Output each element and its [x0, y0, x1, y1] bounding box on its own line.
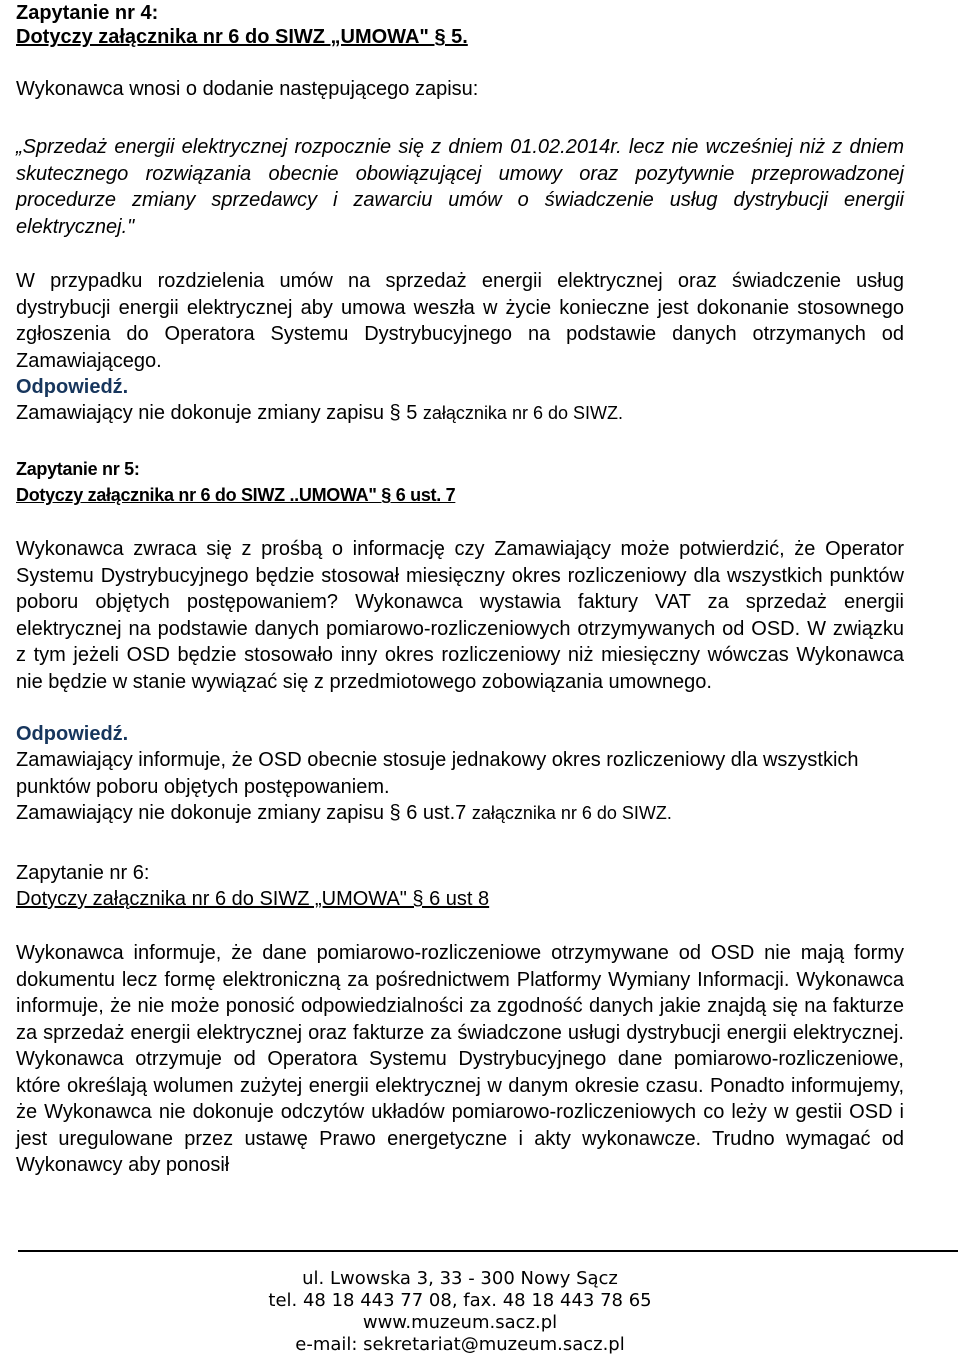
q6-title: Zapytanie nr 6:	[16, 862, 150, 884]
footer-address: ul. Lwowska 3, 33 - 300 Nowy Sącz	[302, 1268, 618, 1289]
q5-answer-section: § 6 ust.7	[389, 802, 467, 824]
q5-subtitle: Dotyczy załącznika nr 6 do SIWZ ..UMOWA" § 6 ust. 7	[16, 485, 456, 505]
q4-title: Zapytanie nr 4:	[16, 2, 159, 24]
q4-answer-pre: Zamawiający nie dokonuje zmiany zapisu	[16, 402, 384, 424]
q4-answer-section: § 5	[389, 402, 418, 424]
footer-divider	[18, 1250, 958, 1252]
q6-subtitle: Dotyczy załącznika nr 6 do SIWZ „UMOWA" § 6 ust 8	[16, 888, 490, 910]
q4-intro: Wykonawca wnosi o dodanie następującego zapisu:	[16, 78, 479, 100]
q5-title: Zapytanie nr 5:	[16, 459, 140, 479]
q4-answer-post: załącznika nr 6 do SIWZ.	[422, 403, 623, 423]
q4-subtitle: Dotyczy załącznika nr 6 do SIWZ „UMOWA" § 5.	[16, 26, 468, 48]
q5-answer-post: załącznika nr 6 do SIWZ.	[471, 803, 672, 823]
footer	[0, 1268, 920, 1356]
q5-answer-label: Odpowiedź.	[16, 723, 129, 745]
footer-phone: tel. 48 18 443 77 08, fax. 48 18 443 78 65	[268, 1290, 652, 1311]
q5-body: Wykonawca zwraca się z prośbą o informację czy Zamawiający może potwierdzić, że Operator Systemu Dystrybucyjnego będzie stosował miesięczny okres rozliczeniowy dla wszystkich punktów poboru objętych postępowaniem? Wykonawca wystawia faktury VAT za sprzedaż energii elektrycznej na podstawie danych pomiarowo-rozliczeniowych otrzymywanych od OSD. W związku z tym jeżeli OSD będzie stosowało inny okres rozliczeniowy niż miesięczny wówczas Wykonawca nie będzie w stanie wywiązać się z przedmiotowego zobowiązania umownego.	[16, 538, 904, 693]
footer-website[interactable]: www.muzeum.sacz.pl	[362, 1312, 558, 1333]
footer-email[interactable]: e-mail: sekretariat@muzeum.sacz.pl	[295, 1334, 625, 1355]
q4-answer	[16, 400, 623, 427]
q4-answer-label: Odpowiedź.	[16, 376, 129, 398]
q5-answer-1: Zamawiający informuje, że OSD obecnie stosuje jednakowy okres rozliczeniowy dla wszystkich punktów poboru objętych postępowaniem.	[16, 749, 859, 798]
q5-answer-pre: Zamawiający nie dokonuje zmiany zapisu	[16, 802, 384, 824]
q4-body: W przypadku rozdzielenia umów na sprzedaż energii elektrycznej oraz świadczenie usług dystrybucji energii elektrycznej aby umowa weszła w życie konieczne jest dokonanie stosownego zgłoszenia do Operatora Systemu Dystrybucyjnego na podstawie danych otrzymanych od Zamawiającego.	[16, 270, 904, 372]
q5-answer-2	[16, 800, 672, 827]
q6-body: Wykonawca informuje, że dane pomiarowo-rozliczeniowe otrzymywane od OSD nie mają formy dokumentu lecz formę elektroniczną za pośrednictwem Platformy Wymiany Informacji. Wykonawca informuje, że nie może ponosić odpowiedzialności za zgodność danych jakie znajdą się na fakturze za sprzedaż energii elektrycznej oraz fakturze za świadczone usługi dystrybucji energii elektrycznej. Wykonawca otrzymuje od Operatora Systemu Dystrybucyjnego dane pomiarowo-rozliczeniowe, które określają wolumen zużytej energii elektrycznej w danym okresie czasu. Ponadto informujemy, że Wykonawca nie dokonuje odczytów układów pomiarowo-rozliczeniowych co leży w gestii OSD i jest uregulowane przez ustawę Prawo energetyczne i akty wykonawcze. Trudno wymagać od Wykonawcy aby ponosił	[16, 942, 904, 1176]
q4-quote: „Sprzedaż energii elektrycznej rozpocznie się z dniem 01.02.2014r. lecz nie wcześniej niż z dniem skutecznego rozwiązania obecnie obowiązującej umowy oraz pozytywnie przeprowadzonej procedurze zmiany sprzedawcy i zawarciu umów o świadczenie usług dystrybucji energii elektrycznej."	[16, 136, 904, 238]
